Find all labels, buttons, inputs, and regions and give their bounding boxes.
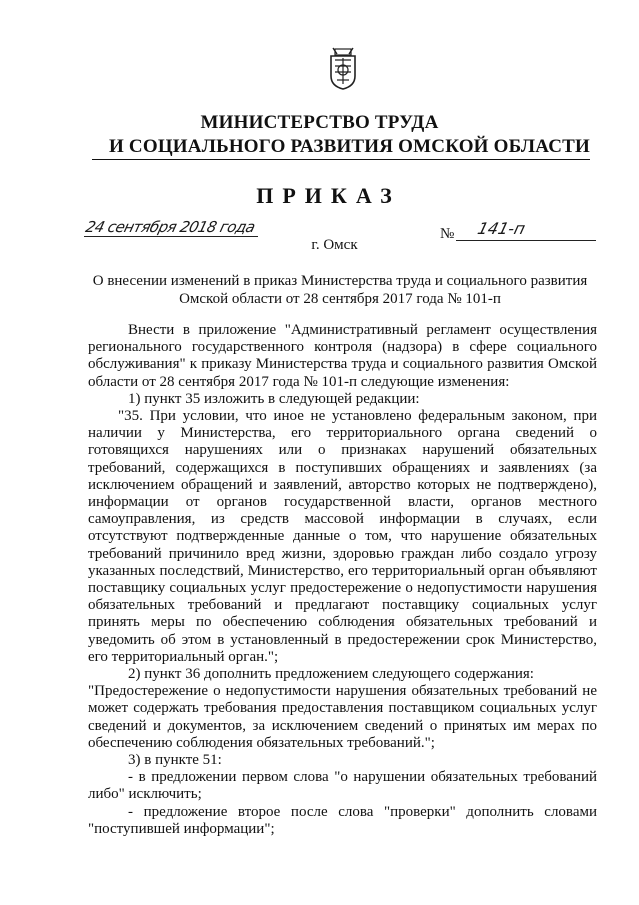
- subject-line1: О внесении изменений в приказ Министерства труда и социального развития: [92, 273, 588, 289]
- handwritten-number: 141-п: [475, 219, 528, 238]
- city-name: г. Омск: [311, 237, 358, 253]
- document-type-title: ПРИКАЗ: [256, 183, 401, 208]
- number-label: №: [440, 226, 455, 242]
- omsk-coat-of-arms-icon: [327, 46, 359, 90]
- body-item3-a: - в предложении первом слова "о нарушении обязательных требований либо" исключить;: [88, 769, 597, 803]
- handwritten-date: 24 сентября 2018 года: [83, 218, 257, 236]
- ministry-name-line2: И СОЦИАЛЬНОГО РАЗВИТИЯ ОМСКОЙ ОБЛАСТИ: [109, 136, 590, 157]
- subject-line2: Омской области от 28 сентября 2017 года № 101-п: [179, 291, 501, 307]
- body-intro: Внести в приложение "Административный регламент осуществления регионального государственного контроля (надзора) в сфере социального обслуживания" к приказу Министерства труда и социального развития Омской области от 28 сентября 2017 года № 101-п следующие изменения:: [88, 322, 597, 390]
- body-item3-b: - предложение второе после слова "проверки" дополнить словами "поступившей информации";: [88, 803, 597, 837]
- body-item2: 2) пункт 36 дополнить предложением следующего содержания:: [128, 666, 534, 683]
- body-item1-text: "35. При условии, что иное не установлено федеральным законом, при наличии у Министерства, его территориального органа сведений о готовящихся нарушениях или о признаках нарушений обязательных требований, содержащихся в поступивших обращениях и заявлениях (за исключением обращений и заявлений, авторство которых не подтверждено), информации от органов государственной власти, органов местного самоуправления, из средств массовой информации в случаях, если отсутствуют подтвержденные данные о том, что нарушение обязательных требований причинило вред жизни, здоровью граждан либо создало угрозу указанных последствий, Министерство, его территориальный орган объявляют поставщику социальных услуг предостережение о недопустимости нарушения обязательных требований и предлагают поставщику социальных услуг принять меры по обеспечению соблюдения обязательных требований и уведомить об этом в установленный в предостережении срок Министерство, его территориальный орган.";: [88, 408, 597, 665]
- order-body: [88, 322, 597, 838]
- ministry-name-line1: МИНИСТЕРСТВО ТРУДА: [200, 112, 439, 133]
- order-subject: [80, 272, 600, 308]
- body-item3: 3) в пункте 51:: [128, 752, 222, 769]
- header-underline: [92, 159, 590, 160]
- body-item1: 1) пункт 35 изложить в следующей редакции:: [128, 390, 420, 407]
- body-item2-text: "Предостережение о недопустимости нарушения обязательных требований не может содержать требования предоставления поставщиком социальных услуг сведений и документов, за исключением сведений о принятых им мерах по обеспечению соблюдения обязательных требований.";: [88, 683, 597, 751]
